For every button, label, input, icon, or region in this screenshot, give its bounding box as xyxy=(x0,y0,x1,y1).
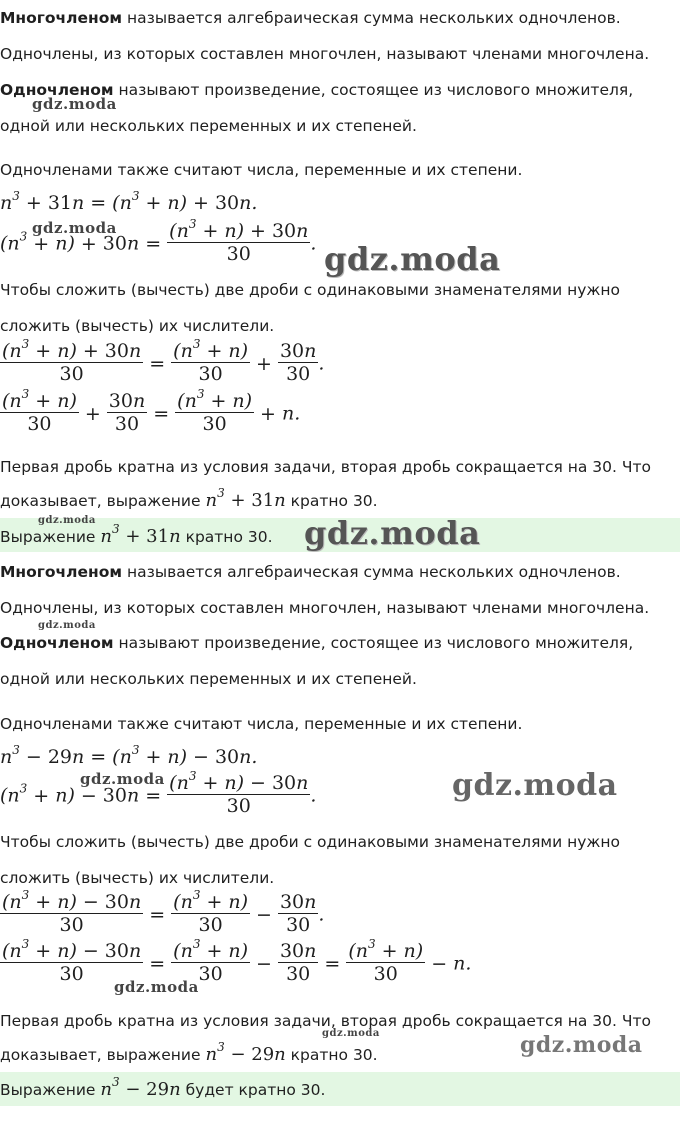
math-equation: $\frac{(n^3 + n) - 30n}{30}$ = $\frac{(n^3 + n)}{30}$ − $\frac{30n}{30}$ = $\frac{(n^3 + n)}{30}$ − n. xyxy=(2,937,472,985)
watermark-logo: gdz.moda xyxy=(322,1028,380,1039)
term-polynomial: Многочленом xyxy=(0,9,123,27)
watermark-logo: gdz.moda xyxy=(452,768,618,803)
definition-members: Одночлены, из которых составлен многочлен, называют членами многочлена. xyxy=(0,599,650,617)
conclusion-text: кратно 30. xyxy=(285,1046,378,1064)
definition-monomial-line2: одной или нескольких переменных и их степеней. xyxy=(0,670,417,688)
conclusion-line1: Первая дробь кратна из условия задачи, вторая дробь сокращается на 30. Что xyxy=(0,458,651,476)
rule-text-line2: сложить (вычесть) их числители. xyxy=(0,317,275,335)
definition-members: Одночлены, из которых составлен многочлен, называют членами многочлена. xyxy=(0,45,650,63)
term-polynomial: Многочленом xyxy=(0,563,123,581)
watermark-logo: gdz.moda xyxy=(114,978,199,996)
math-equation: $n^3 - 29n = (n^3 + n) - 30n$. xyxy=(0,743,258,768)
conclusion-line2: доказывает, выражение $n^3 - 29n$ кратно 30. xyxy=(0,1040,378,1065)
watermark-logo: gdz.moda xyxy=(32,95,117,113)
math-equation: $\frac{(n^3 + n)}{30}$ + $\frac{30n}{30}$ = $\frac{(n^3 + n)}{30}$ + n. xyxy=(2,387,301,435)
answer-text: Выражение xyxy=(0,528,101,546)
definition-monomial-extra: Одночленами также считают числа, переменные и их степени. xyxy=(0,161,523,179)
watermark-logo: gdz.moda xyxy=(32,219,117,237)
definition-text: называется алгебраическая сумма нескольких одночленов. xyxy=(122,563,621,581)
math-equation: $\frac{(n^3 + n) + 30n}{30}$ = $\frac{(n^3 + n)}{30}$ + $\frac{30n}{30}$ . xyxy=(2,337,325,385)
definition-polynomial xyxy=(0,8,621,28)
term-monomial: Одночленом xyxy=(0,634,114,652)
watermark-logo: gdz.moda xyxy=(304,514,481,552)
answer-line: Выражение $n^3 - 29n$ будет кратно 30. xyxy=(0,1075,326,1100)
term-monomial: Одночленом xyxy=(0,81,114,99)
definition-text: называют произведение, состоящее из числового множителя, xyxy=(113,81,634,99)
definition-text: называют произведение, состоящее из числового множителя, xyxy=(113,634,634,652)
definition-monomial xyxy=(0,633,633,653)
conclusion-text: доказывает, выражение xyxy=(0,1046,206,1064)
answer-text: будет кратно 30. xyxy=(180,1081,326,1099)
math-equation: $\frac{(n^3 + n) - 30n}{30}$ = $\frac{(n^3 + n)}{30}$ − $\frac{30n}{30}$ . xyxy=(2,888,325,936)
definition-polynomial xyxy=(0,562,621,582)
watermark-logo: gdz.moda xyxy=(38,515,96,526)
watermark-logo: gdz.moda xyxy=(38,620,96,631)
answer-text: кратно 30. xyxy=(180,528,273,546)
definition-text: называется алгебраическая сумма нескольких одночленов. xyxy=(122,9,621,27)
definition-monomial-line2: одной или нескольких переменных и их степеней. xyxy=(0,117,417,135)
rule-text-line1: Чтобы сложить (вычесть) две дроби с одинаковыми знаменателями нужно xyxy=(0,833,620,851)
definition-monomial-extra: Одночленами также считают числа, переменные и их степени. xyxy=(0,715,523,733)
math-equation: $(n^3 + n) - 30n$ = $\frac{(n^3 + n) - 30n}{30}$ . xyxy=(0,769,317,817)
conclusion-line1: Первая дробь кратна из условия задачи, вторая дробь сокращается на 30. Что xyxy=(0,1012,651,1030)
math-equation: $(n^3 + n) + 30n$ = $\frac{(n^3 + n) + 30n}{30}$ . xyxy=(0,217,317,265)
answer-text: Выражение xyxy=(0,1081,101,1099)
rule-text-line1: Чтобы сложить (вычесть) две дроби с одинаковыми знаменателями нужно xyxy=(0,281,620,299)
rule-text-line2: сложить (вычесть) их числители. xyxy=(0,869,275,887)
math-equation: $n^3 + 31n = (n^3 + n) + 30n$. xyxy=(0,189,258,214)
conclusion-text: кратно 30. xyxy=(285,492,378,510)
conclusion-line2: доказывает, выражение $n^3 + 31n$ кратно 30. xyxy=(0,486,378,511)
watermark-logo: gdz.moda xyxy=(80,770,165,788)
watermark-logo: gdz.moda xyxy=(520,1032,643,1058)
answer-line: Выражение $n^3 + 31n$ кратно 30. xyxy=(0,522,273,547)
watermark-logo: gdz.moda xyxy=(324,240,501,278)
conclusion-text: доказывает, выражение xyxy=(0,492,206,510)
